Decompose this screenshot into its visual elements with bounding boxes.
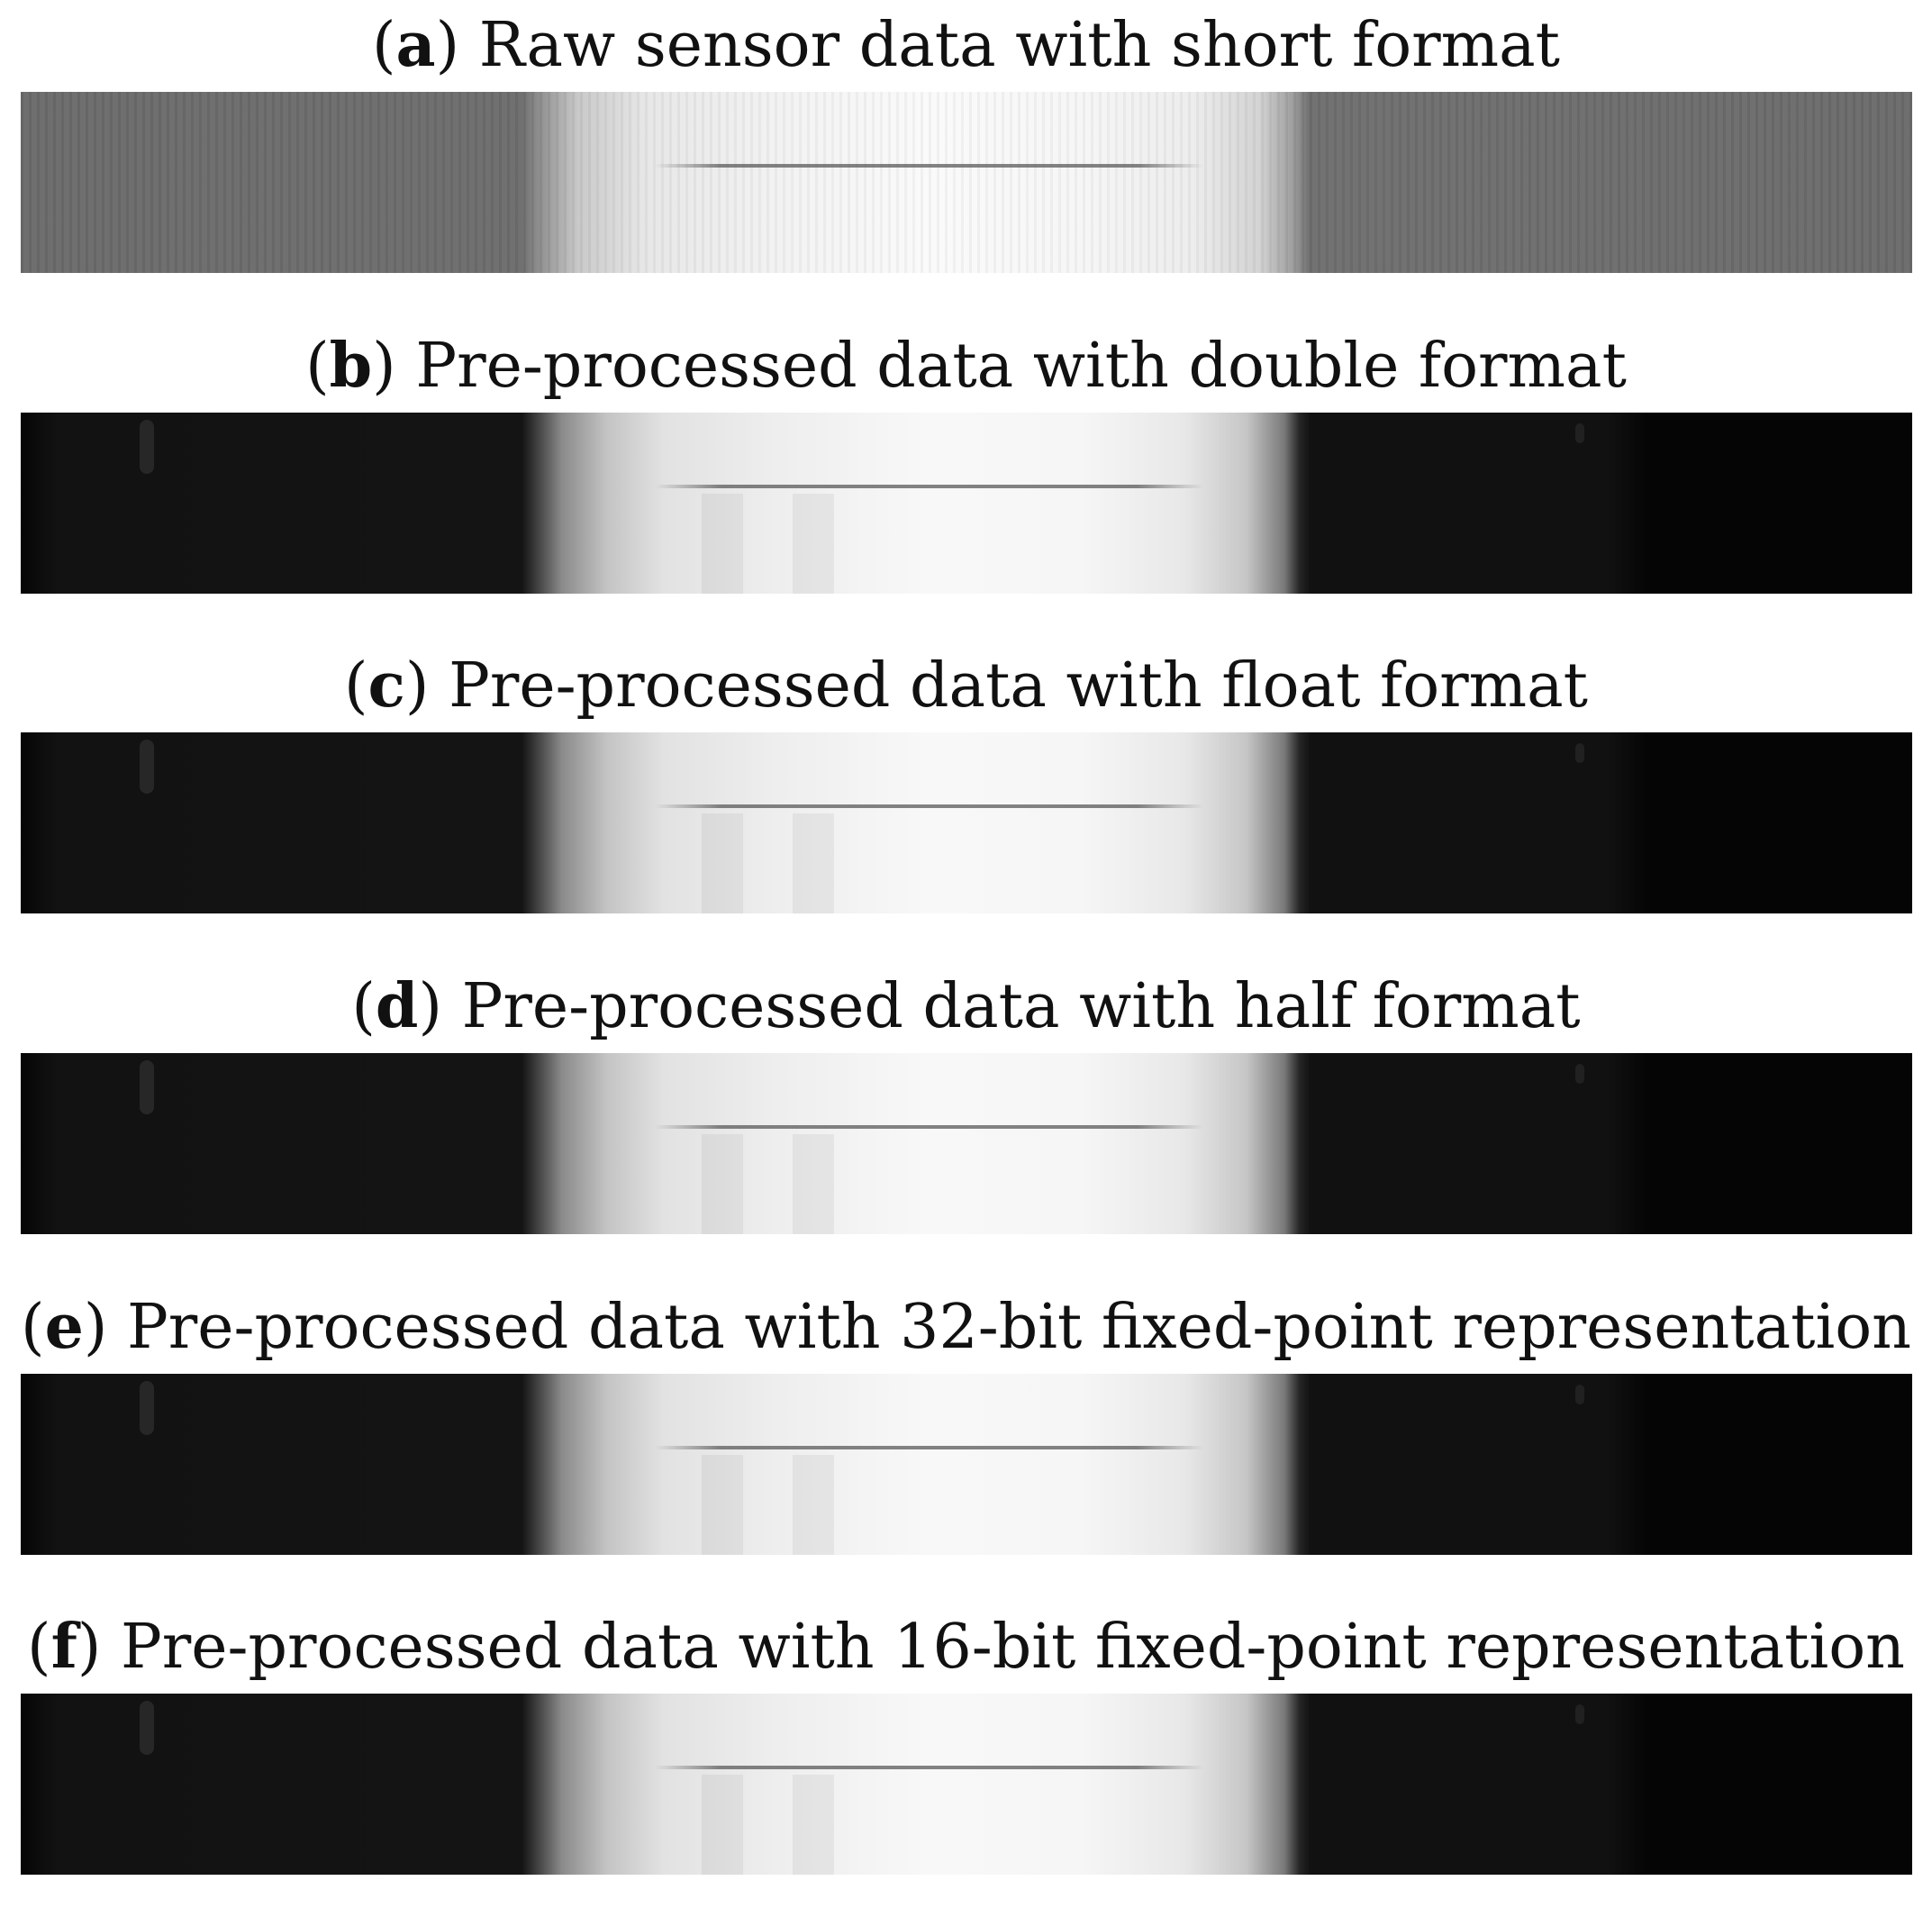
- caption-letter: d: [375, 970, 419, 1042]
- caption-b: (b) Pre-processed data with double format: [305, 330, 1627, 402]
- sensor-image-d: [21, 1053, 1912, 1234]
- caption-text: Raw sensor data with short format: [478, 10, 1561, 81]
- sensor-image-a: [21, 92, 1912, 273]
- caption-a: (a) Raw sensor data with short format: [371, 9, 1561, 81]
- caption-letter: a: [395, 9, 436, 81]
- caption-text: Pre-processed data with double format: [415, 331, 1627, 402]
- sensor-image-e: [21, 1374, 1912, 1555]
- caption-letter: c: [367, 650, 405, 722]
- caption-text: Pre-processed data with 16-bit fixed-point representation: [120, 1612, 1905, 1683]
- sensor-image-f: [21, 1694, 1912, 1875]
- caption-f: (f) Pre-processed data with 16-bit fixed-point representation: [27, 1611, 1905, 1683]
- caption-text: Pre-processed data with 32-bit fixed-point representation: [126, 1292, 1911, 1363]
- caption-text: Pre-processed data with float format: [449, 650, 1589, 722]
- caption-text: Pre-processed data with half format: [461, 971, 1581, 1042]
- caption-letter: f: [50, 1611, 77, 1683]
- caption-d: (d) Pre-processed data with half format: [351, 970, 1581, 1042]
- caption-letter: e: [44, 1291, 84, 1363]
- caption-letter: b: [329, 330, 373, 402]
- sensor-image-b: [21, 413, 1912, 594]
- caption-e: (e) Pre-processed data with 32-bit fixed-point representation: [21, 1291, 1911, 1363]
- caption-c: (c) Pre-processed data with float format: [343, 650, 1589, 722]
- sensor-image-c: [21, 732, 1912, 913]
